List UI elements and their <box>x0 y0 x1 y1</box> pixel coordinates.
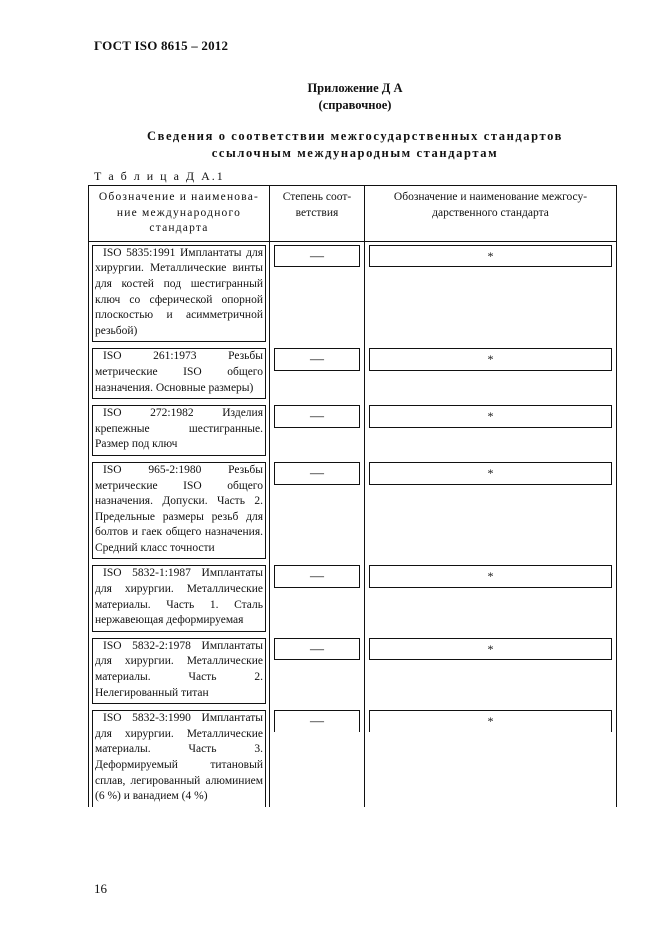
header-international-standard: Обозначение и наименова-ние международного стандарта <box>89 186 270 242</box>
international-standard-cell: ISO 5832-2:1978 Имплантаты для хирургии. Металлические материалы. Часть 2. Нелегированный титан <box>95 639 263 699</box>
standard-header: ГОСТ ISO 8615 – 2012 <box>94 38 229 53</box>
degree-cell: — <box>310 248 324 264</box>
international-standard-cell: ISO 261:1973 Резьбы метрические ISO общего назначения. Основные размеры) <box>95 350 263 394</box>
header-interstate-standard: Обозначение и наименование межгосу-дарственного стандарта <box>365 186 617 242</box>
degree-cell: — <box>310 714 324 730</box>
table-row <box>89 562 617 634</box>
interstate-standard-cell: * <box>487 352 494 367</box>
page-number: 16 <box>94 881 107 896</box>
international-standard-cell: ISO 272:1982 Изделия крепежные шестигранные. Размер под ключ <box>95 407 263 451</box>
standards-correspondence-table <box>88 185 617 807</box>
document-title-line-2: ссылочным международным стандартам <box>211 146 499 160</box>
table-row <box>89 707 617 807</box>
table-row <box>89 241 617 345</box>
interstate-standard-cell: * <box>487 465 494 480</box>
international-standard-cell: ISO 965-2:1980 Резьбы метрические ISO общего назначения. Допуски. Часть 2. Предельные размеры резьб для болтов и гаек общего назначения. Средний класс точности <box>95 463 263 554</box>
appendix-subtitle: (справочное) <box>318 98 392 112</box>
table-row <box>89 345 617 402</box>
interstate-standard-cell: * <box>487 409 494 424</box>
degree-cell: — <box>310 465 324 481</box>
table-row <box>89 402 617 459</box>
appendix-heading <box>200 80 510 114</box>
interstate-standard-cell: * <box>487 248 494 263</box>
interstate-standard-cell: * <box>487 714 494 729</box>
document-title <box>94 128 616 162</box>
table-row <box>89 635 617 707</box>
appendix-title: Приложение Д А <box>307 81 403 95</box>
international-standard-cell: ISO 5832-1:1987 Имплантаты для хирургии. Металлические материалы. Часть 1. Сталь нержавеющая деформируемая <box>95 567 263 627</box>
table-row <box>89 459 617 563</box>
header-degree-of-correspondence: Степень соот-ветствия <box>270 186 365 242</box>
interstate-standard-cell: * <box>487 641 494 656</box>
degree-cell: — <box>310 569 324 585</box>
interstate-standard-cell: * <box>487 569 494 584</box>
document-title-line-1: Сведения о соответствии межгосударственных стандартов <box>146 129 564 143</box>
degree-cell: — <box>310 352 324 368</box>
degree-cell: — <box>310 409 324 425</box>
degree-cell: — <box>310 641 324 657</box>
table-header-row <box>89 186 617 242</box>
international-standard-cell: ISO 5832-3:1990 Имплантаты для хирургии. Металлические материалы. Часть 3. Деформируемый титановый сплав, легированный алюминием (6 %) и ванадием (4 %) <box>95 712 263 803</box>
table-caption: Т а б л и ц а Д А.1 <box>94 169 225 183</box>
international-standard-cell: ISO 5835:1991 Имплантаты для хирургии. Металлические винты для костей под шестигранный ключ со сферической опорной плоскостью и асимметричной резьбой) <box>95 246 263 337</box>
